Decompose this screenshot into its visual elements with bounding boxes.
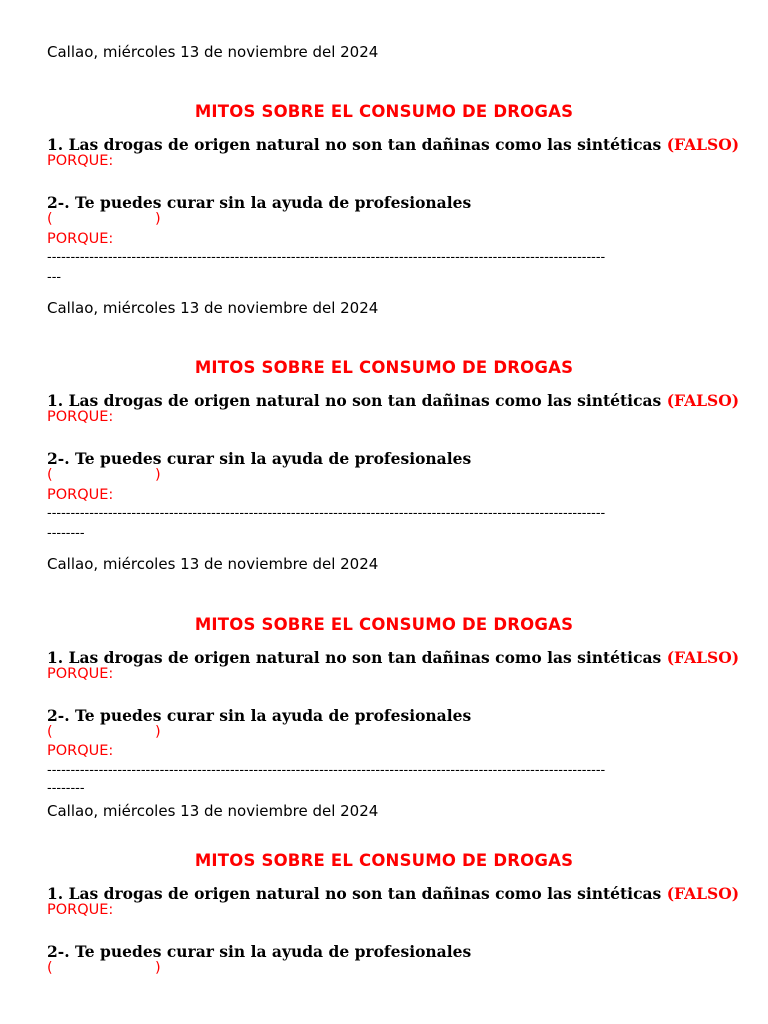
close-paren: )	[155, 211, 161, 227]
question-1-porque: PORQUE:	[47, 153, 114, 169]
question-2-answer-blank	[47, 724, 161, 740]
question-2-text: 2-. Te puedes curar sin la ayuda de profesionales	[47, 193, 472, 212]
open-paren: (	[47, 960, 53, 976]
question-1-answer: (FALSO)	[666, 135, 740, 154]
close-paren: )	[155, 960, 161, 976]
close-paren: )	[155, 724, 161, 740]
question-1-answer: (FALSO)	[666, 391, 740, 410]
question-2-answer-blank	[47, 960, 161, 976]
question-1-text: 1. Las drogas de origen natural no son tan dañinas como las sintéticas	[47, 135, 662, 154]
question-1-answer: (FALSO)	[666, 648, 740, 667]
separator-line: -----------------------------------------------------------------------------------------------------------------------	[47, 763, 606, 778]
question-1-text: 1. Las drogas de origen natural no son tan dañinas como las sintéticas	[47, 391, 662, 410]
separator-tail: --------	[47, 526, 85, 541]
page-title: MITOS SOBRE EL CONSUMO DE DROGAS	[194, 615, 574, 634]
question-1	[47, 391, 739, 410]
question-2-text: 2-. Te puedes curar sin la ayuda de profesionales	[47, 942, 472, 961]
question-1-answer: (FALSO)	[666, 884, 740, 903]
date-line: Callao, miércoles 13 de noviembre del 2024	[47, 802, 379, 820]
open-paren: (	[47, 211, 53, 227]
question-1	[47, 884, 739, 903]
question-1-text: 1. Las drogas de origen natural no son tan dañinas como las sintéticas	[47, 648, 662, 667]
page-title: MITOS SOBRE EL CONSUMO DE DROGAS	[194, 851, 574, 870]
date-line: Callao, miércoles 13 de noviembre del 2024	[47, 299, 379, 317]
question-2-answer-blank	[47, 467, 161, 483]
date-line: Callao, miércoles 13 de noviembre del 2024	[47, 43, 379, 61]
page-title: MITOS SOBRE EL CONSUMO DE DROGAS	[194, 358, 574, 377]
open-paren: (	[47, 467, 53, 483]
date-line: Callao, miércoles 13 de noviembre del 2024	[47, 555, 379, 573]
question-2-porque: PORQUE:	[47, 743, 114, 759]
question-2-porque: PORQUE:	[47, 231, 114, 247]
question-1-porque: PORQUE:	[47, 409, 114, 425]
separator-tail: ---	[47, 270, 62, 285]
question-1-text: 1. Las drogas de origen natural no son tan dañinas como las sintéticas	[47, 884, 662, 903]
question-2-text: 2-. Te puedes curar sin la ayuda de profesionales	[47, 706, 472, 725]
close-paren: )	[155, 467, 161, 483]
question-2-text: 2-. Te puedes curar sin la ayuda de profesionales	[47, 449, 472, 468]
page-title: MITOS SOBRE EL CONSUMO DE DROGAS	[194, 102, 574, 121]
question-1-porque: PORQUE:	[47, 666, 114, 682]
separator-line: -----------------------------------------------------------------------------------------------------------------------	[47, 250, 606, 265]
separator-tail: --------	[47, 781, 85, 796]
open-paren: (	[47, 724, 53, 740]
question-2-answer-blank	[47, 211, 161, 227]
question-1	[47, 648, 739, 667]
question-1-porque: PORQUE:	[47, 902, 114, 918]
question-1	[47, 135, 739, 154]
question-2-porque: PORQUE:	[47, 487, 114, 503]
separator-line: -----------------------------------------------------------------------------------------------------------------------	[47, 506, 606, 521]
